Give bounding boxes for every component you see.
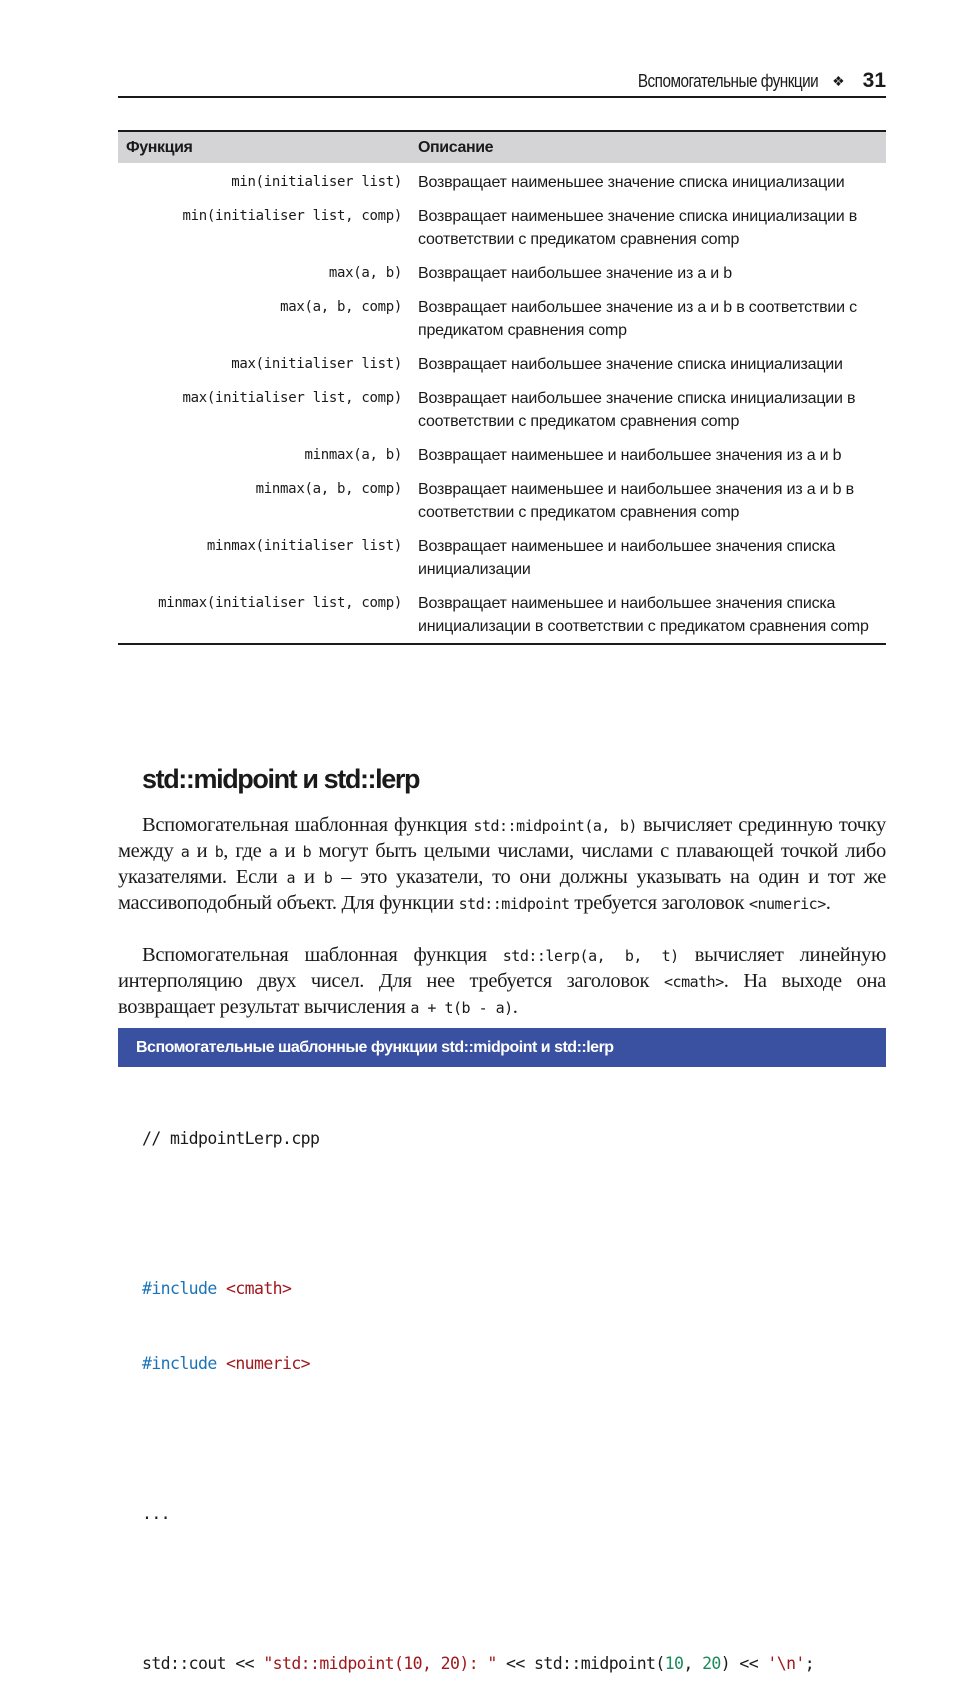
code-include-line [142, 1276, 814, 1301]
text: вычисляет срединную точку между [118, 814, 886, 862]
listing-title-bar: Вспомогательные шаблонные функции std::midpoint и std::lerp [118, 1028, 886, 1067]
function-description: Возвращает наименьшее и наибольшее значения списка инициализации в соответствии с предикатом сравнения comp [418, 595, 869, 635]
inline-code: a [180, 843, 190, 861]
function-description: Возвращает наибольшее значение списка инициализации в соответствии с предикатом сравнения comp [418, 390, 856, 430]
function-description: Возвращает наименьшее и наибольшее значения из a и b в соответствии с предикатом сравнения comp [418, 481, 854, 521]
code-text: ; [804, 1654, 815, 1673]
code-listing [142, 1076, 814, 1701]
table-row [118, 347, 886, 381]
code-keyword: #include [142, 1354, 217, 1373]
function-signature: max(a, b) [328, 265, 402, 281]
inline-code: a [268, 843, 278, 861]
function-signature: minmax(a, b, comp) [255, 481, 402, 497]
function-description: Возвращает наибольшее значение из a и b в соответствии с предикатом сравнения comp [418, 299, 857, 339]
table-row [118, 529, 886, 586]
code-header: <numeric> [226, 1354, 311, 1373]
table-row [118, 199, 886, 256]
page-number: 31 [862, 69, 886, 92]
inline-code: a [286, 869, 296, 887]
function-signature: max(initialiser list, comp) [182, 390, 402, 406]
function-signature: minmax(a, b) [304, 447, 402, 463]
function-description: Возвращает наименьшее и наибольшее значения списка инициализации [418, 538, 836, 578]
function-signature: minmax(initialiser list) [206, 538, 402, 554]
running-head [118, 66, 886, 98]
inline-code: std::midpoint [458, 895, 570, 913]
functions-table [118, 130, 886, 645]
function-signature: min(initialiser list, comp) [182, 208, 402, 224]
inline-code: std::midpoint(a, b) [473, 817, 637, 835]
text: . [825, 892, 831, 914]
text: – это указатели, то они должны указывать на один и тот же массивоподобный объект. Для функции [118, 866, 887, 914]
text: требуется заголовок [569, 892, 749, 914]
table-row [118, 163, 886, 199]
table-row [118, 256, 886, 290]
code-number: 10 [664, 1654, 684, 1673]
code-keyword: #include [142, 1279, 217, 1298]
function-signature: max(a, b, comp) [280, 299, 402, 315]
code-ellipsis: ... [142, 1504, 171, 1523]
paragraph-lerp [118, 943, 886, 1021]
text: могут быть целыми числами, числами с плавающей точкой либо указателями. Если [118, 840, 886, 888]
inline-code: b [214, 843, 224, 861]
table-row [118, 381, 886, 438]
code-header: <cmath> [226, 1279, 292, 1298]
code-blank-line [142, 1426, 814, 1451]
inline-code: <cmath> [664, 973, 724, 991]
function-signature: min(initialiser list) [231, 174, 402, 190]
function-description: Возвращает наибольшее значение списка инициализации [418, 356, 843, 373]
code-blank-line [142, 1576, 814, 1601]
column-header-function: Функция [118, 131, 410, 163]
paragraph-midpoint [118, 813, 886, 917]
table-row [118, 290, 886, 347]
text: и [189, 840, 215, 862]
inline-code: b [302, 843, 312, 861]
inline-code: a + t(b - a) [410, 999, 513, 1017]
text: вычисляет линейную интерполяцию двух чисел. Для нее требуется заголовок [118, 944, 886, 992]
code-text: ) << [720, 1654, 768, 1673]
code-number: 20 [702, 1654, 721, 1673]
text: и [277, 840, 303, 862]
inline-code: std::lerp(a, b, t) [502, 947, 679, 965]
function-signature: max(initialiser list) [231, 356, 402, 372]
ornament-icon: ❖ [832, 72, 845, 89]
function-description: Возвращает наибольшее значение из a и b [418, 265, 732, 282]
code-text: << std::midpoint( [496, 1654, 665, 1673]
text: Вспомогательная шаблонная функция [142, 944, 503, 966]
text: и [295, 866, 324, 888]
code-blank-line [142, 1201, 814, 1226]
text: Вспомогательная шаблонная функция [142, 814, 474, 836]
section-title: std::midpoint и std::lerp [142, 764, 420, 794]
table-row [118, 472, 886, 529]
function-description: Возвращает наименьшее значение списка инициализации [418, 174, 845, 191]
inline-code: <numeric> [748, 895, 826, 913]
code-comment: // midpointLerp.cpp [142, 1129, 320, 1148]
inline-code: b [323, 869, 333, 887]
text: . [512, 996, 518, 1018]
table-row [118, 438, 886, 472]
code-string: "std::midpoint(10, 20): " [263, 1654, 497, 1673]
text: . На выходе она возвращает результат вычисления [118, 970, 886, 1018]
code-text: std::cout << [142, 1654, 264, 1673]
function-description: Возвращает наименьшее и наибольшее значения из a и b [418, 447, 842, 464]
function-signature: minmax(initialiser list, comp) [158, 595, 402, 611]
text: , где [223, 840, 269, 862]
column-header-description: Описание [410, 131, 886, 163]
function-description: Возвращает наименьшее значение списка инициализации в соответствии с предикатом сравнения comp [418, 208, 858, 248]
code-include-line [142, 1351, 814, 1376]
code-text: , [683, 1654, 703, 1673]
table-header-row [118, 131, 886, 163]
code-cout-line [142, 1651, 814, 1676]
code-string: '\n' [767, 1654, 805, 1673]
table-row [118, 586, 886, 644]
running-head-title: Вспомогательные функции [637, 70, 819, 91]
